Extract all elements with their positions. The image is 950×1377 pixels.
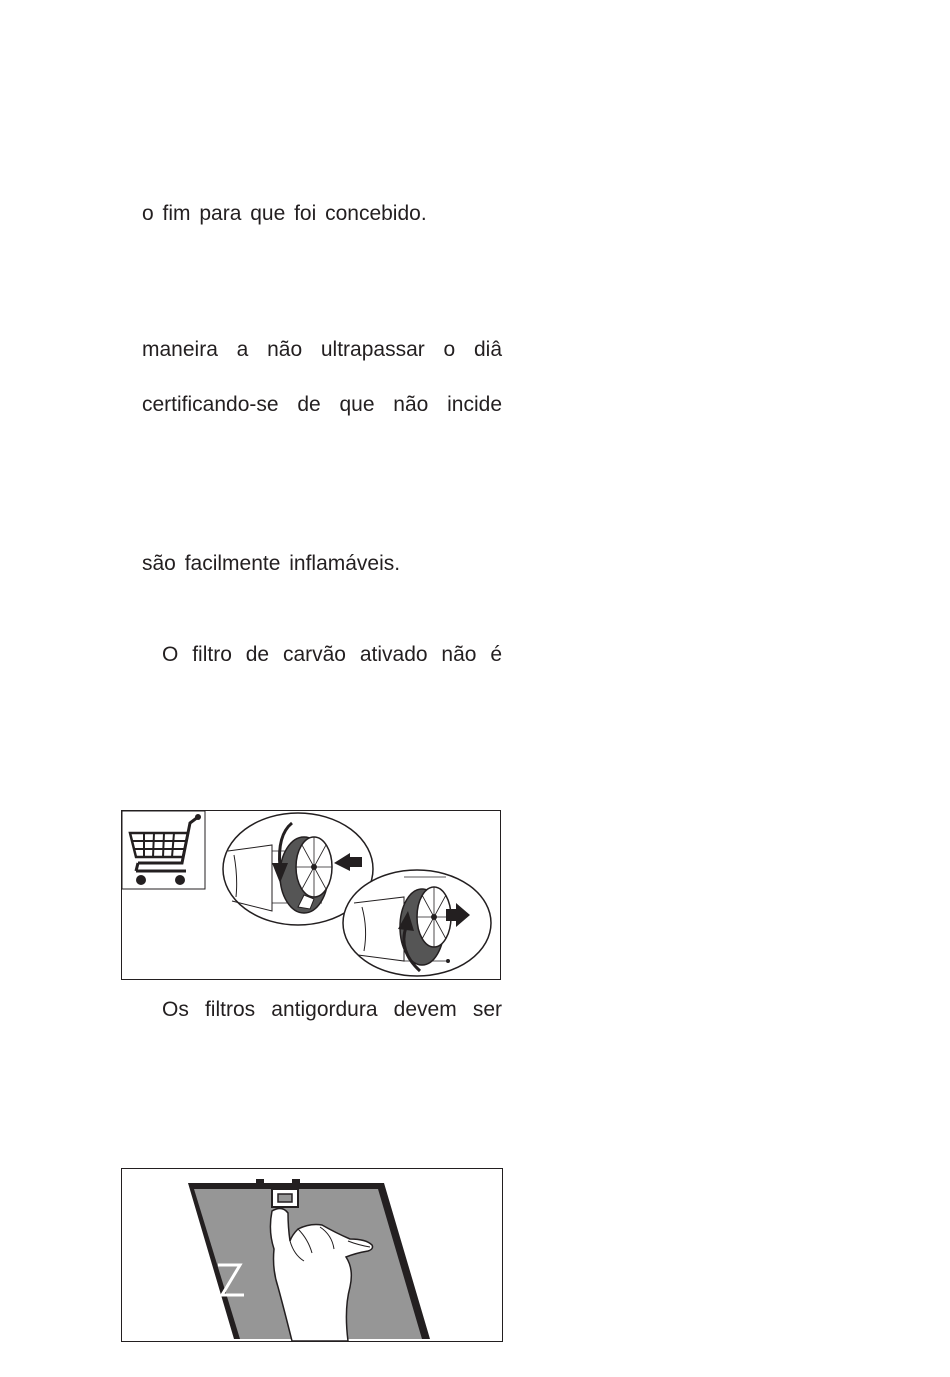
text-line-5: O filtro de carvão ativado não é <box>162 643 502 666</box>
charcoal-filter-illustration <box>122 811 500 979</box>
text-line-3: certificando-se de que não incide <box>142 393 502 416</box>
text-line-1: o fim para que foi concebido. <box>142 202 427 225</box>
filter-remove-detail <box>343 870 491 976</box>
grease-filter-figure <box>121 1168 503 1342</box>
text-line-2: maneira a não ultrapassar o diâ <box>142 338 502 361</box>
text-line-4: são facilmente inflamáveis. <box>142 552 401 575</box>
text-line-6: Os filtros antigordura devem ser <box>162 998 502 1021</box>
charcoal-filter-figure <box>121 810 501 980</box>
grease-filter-illustration <box>122 1169 502 1341</box>
